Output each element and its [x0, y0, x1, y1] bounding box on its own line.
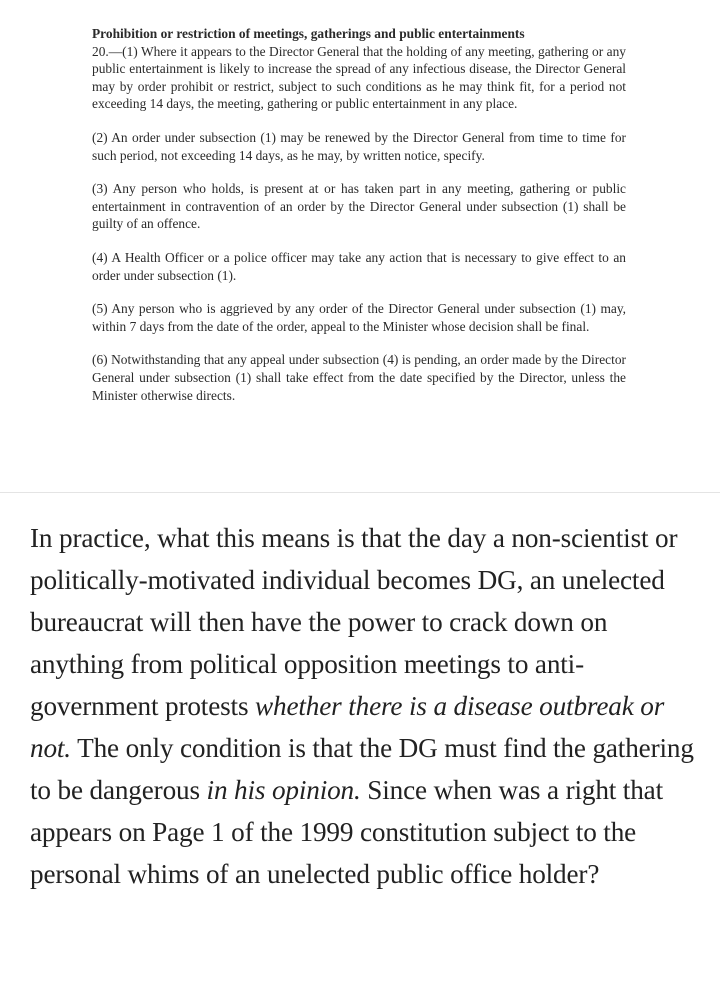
subsection-6: (6) Notwithstanding that any appeal under subsection (4) is pending, an order made by the Director General under subsection (1) shall take effect from the date specified by the Director, unless the Minister otherwise directs.	[92, 352, 626, 403]
divider	[0, 492, 720, 493]
subsection-4: (4) A Health Officer or a police officer may take any action that is necessary to give effect to an order under subsection (1).	[92, 249, 626, 283]
subsection-5: (5) Any person who is aggrieved by any order of the Director General under subsection (1) may, within 7 days from the date of the order, appeal to the Minister whose decision shall be final.	[92, 301, 626, 334]
subsection-3: (3) Any person who holds, is present at or has taken part in any meeting, gathering or public entertainment in contravention of an order by the Director General under subsection (1) shall be guilty of an offence.	[92, 181, 626, 232]
legal-excerpt-image	[0, 0, 720, 492]
article-paragraph	[30, 517, 698, 895]
article-italic-1: whether there is a disease outbreak or not.	[30, 691, 665, 763]
article-text-2: The only condition is that the DG must find the gathering to be dangerous	[30, 733, 694, 805]
article-text-3: Since when was a right that appears on Page 1 of the 1999 constitution subject to the personal whims of an unelected public office holder?	[30, 775, 663, 889]
subsection-2: (2) An order under subsection (1) may be renewed by the Director General from time to time for such period, not exceeding 14 days, as he may, by written notice, specify.	[92, 129, 626, 163]
article-body	[30, 517, 698, 895]
subsection-1: 20.—(1) Where it appears to the Director General that the holding of any meeting, gathering or any public entertainment is likely to increase the spread of any infectious disease, the Director General may by order prohibit or restrict, subject to such conditions as he may think fit, for a period not exceeding 14 days, the meeting, gathering or public entertainment in any place.	[92, 43, 626, 112]
article-italic-2: in his opinion.	[206, 775, 361, 805]
article-text-1: In practice, what this means is that the day a non-scientist or politically-motivated individual becomes DG, an unelected bureaucrat will then have the power to crack down on anything from political opposition meetings to anti-government protests	[30, 523, 678, 721]
legal-excerpt-text	[92, 25, 626, 420]
section-heading: Prohibition or restriction of meetings, gatherings and public entertainments	[92, 26, 525, 41]
